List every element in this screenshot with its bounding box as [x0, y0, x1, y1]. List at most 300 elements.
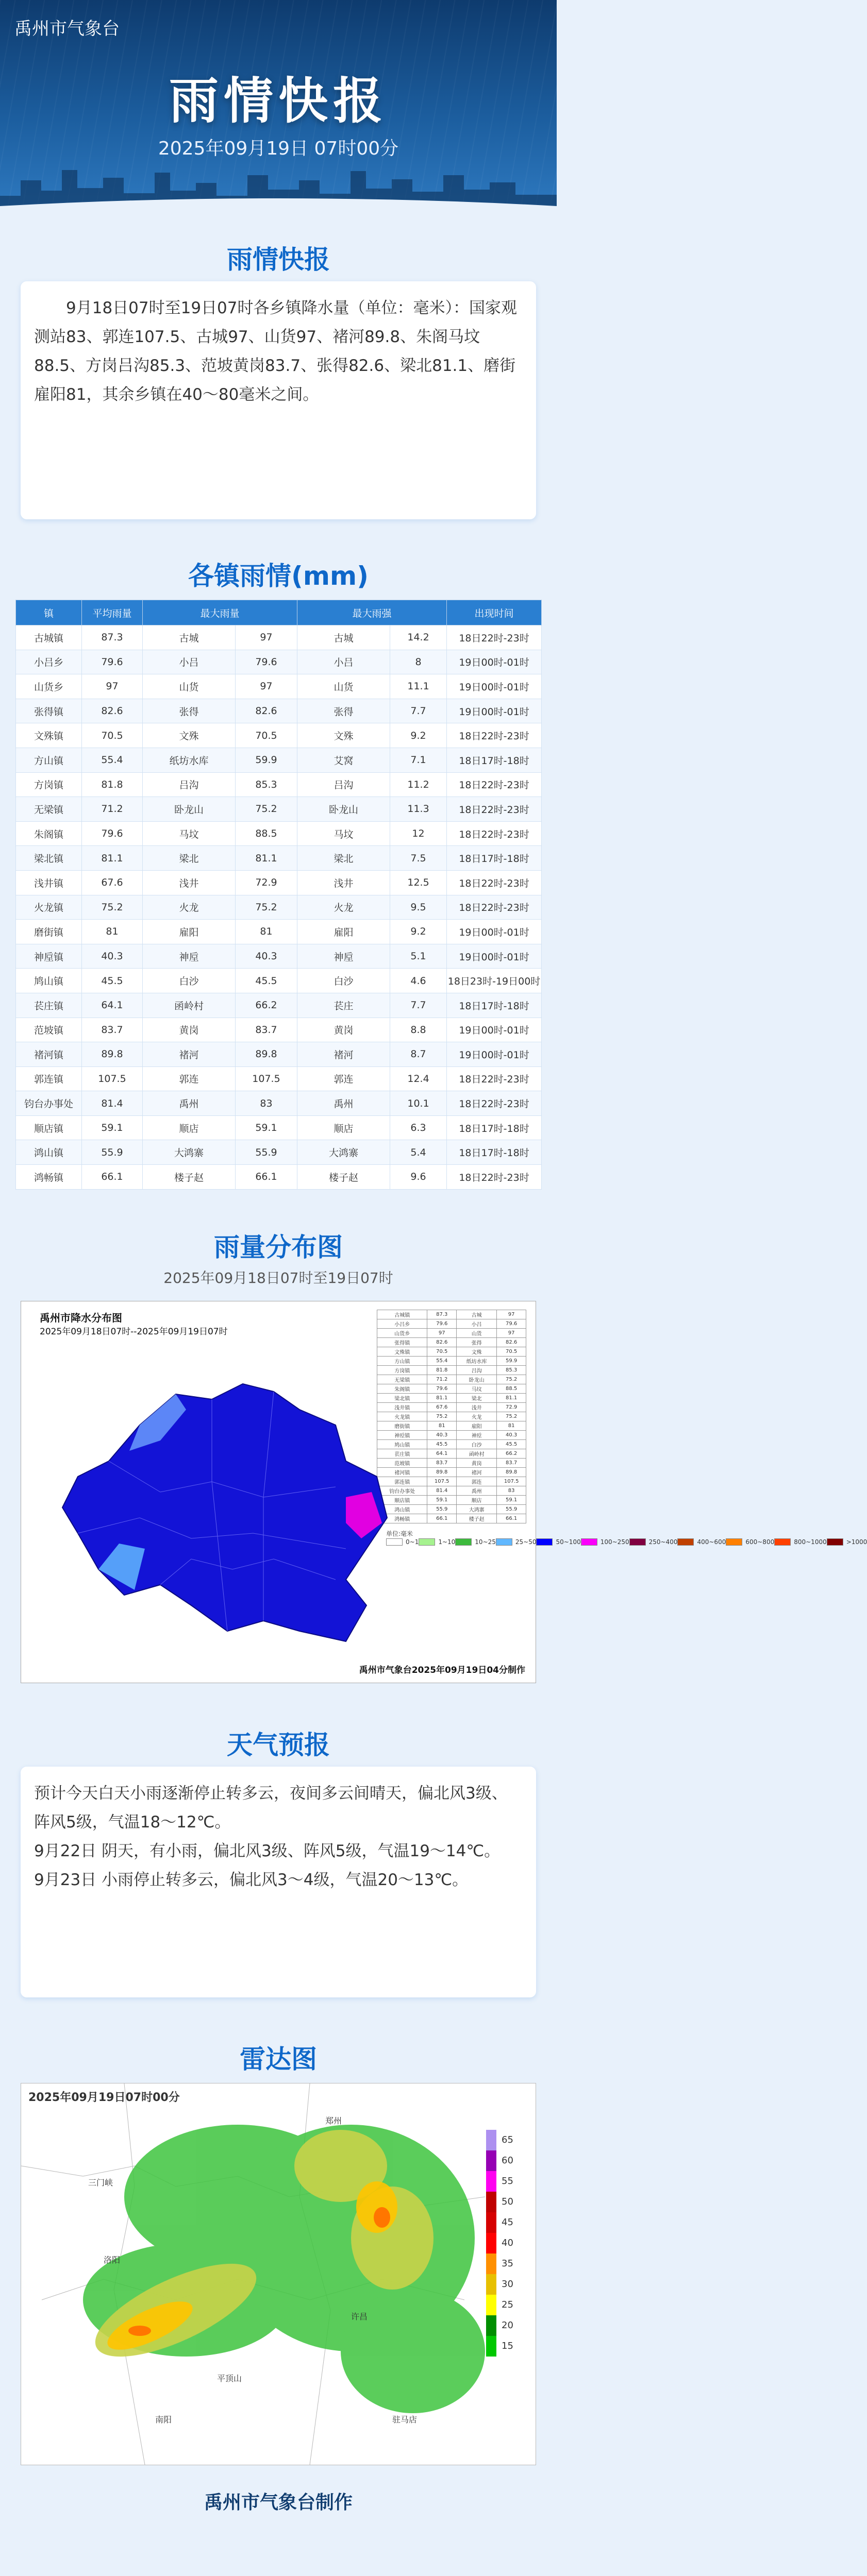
map-legend-row: [377, 1504, 526, 1514]
cell-max-intensity-station: 梁北: [297, 846, 390, 871]
radar-scale-swatch: [486, 2171, 496, 2192]
cell-avg-rain: 67.6: [82, 870, 143, 895]
map-legend-cell: 白沙: [457, 1439, 497, 1449]
map-legend-cell: 81.1: [427, 1393, 457, 1402]
scale-swatch: [581, 1538, 597, 1546]
radar-image: [21, 2083, 536, 2465]
map-legend-cell: 山货: [457, 1328, 497, 1337]
cell-max-intensity-value: 5.4: [390, 1140, 447, 1165]
scale-row: [677, 1538, 726, 1547]
cell-max-rain-value: 79.6: [236, 650, 297, 674]
cell-max-intensity-station: 张得: [297, 699, 390, 723]
map-legend-row: [377, 1310, 526, 1319]
section-title-town-rain: [0, 519, 557, 591]
cell-max-rain-station: 马坟: [143, 821, 236, 846]
cell-max-rain-value: 85.3: [236, 772, 297, 797]
map-legend-cell: 79.6: [427, 1384, 457, 1393]
scale-row: [629, 1538, 678, 1547]
cell-avg-rain: 64.1: [82, 993, 143, 1018]
scale-swatch: [726, 1538, 742, 1546]
map-legend-cell: 40.3: [427, 1430, 457, 1439]
cell-max-intensity-station: 褚河: [297, 1042, 390, 1067]
table-row: [16, 846, 542, 871]
cell-max-intensity-value: 7.5: [390, 846, 447, 871]
map-legend-cell: 鸿畅镇: [377, 1514, 427, 1523]
cell-max-intensity-value: 11.2: [390, 772, 447, 797]
cell-time: 18日22时-23时: [447, 772, 542, 797]
table-row: [16, 772, 542, 797]
map-legend-cell: 66.1: [497, 1514, 526, 1523]
scale-swatch: [536, 1538, 553, 1546]
cell-max-intensity-station: 小吕: [297, 650, 390, 674]
scale-row: [581, 1538, 629, 1547]
cell-max-intensity-value: 8: [390, 650, 447, 674]
map-legend-cell: 45.5: [427, 1439, 457, 1449]
summary-heading: 雨情快报: [227, 245, 330, 275]
table-row: [16, 748, 542, 772]
map-legend-cell: 97: [497, 1310, 526, 1319]
map-legend-cell: 山货乡: [377, 1328, 427, 1337]
cell-max-intensity-station: 艾窝: [297, 748, 390, 772]
radar-scale-row: [486, 2212, 517, 2233]
map-legend-row: [377, 1384, 526, 1393]
summary-text: 9月18日07时至19日07时各乡镇降水量（单位：毫米）：国家观测站83、郭连107.5、古城97、山货97、褚河89.8、朱阁马坟88.5、方岗吕沟85.3、范坡黄岗83.7、张得82.6、梁北81.1、磨街雇阳81，其余乡镇在40～80毫米之间。: [34, 299, 518, 404]
cell-max-rain-value: 107.5: [236, 1066, 297, 1091]
map-legend-cell: 方山镇: [377, 1356, 427, 1365]
map-legend-cell: 神垕镇: [377, 1430, 427, 1439]
map-legend-row: [377, 1458, 526, 1467]
cell-max-intensity-station: 卧龙山: [297, 797, 390, 822]
cell-avg-rain: 70.5: [82, 723, 143, 748]
map-legend-cell: 张得镇: [377, 1337, 427, 1347]
radar-scale-swatch: [486, 2150, 496, 2171]
cell-max-intensity-value: 7.7: [390, 993, 447, 1018]
map-legend-cell: 楼子赵: [457, 1514, 497, 1523]
cell-town: 方山镇: [16, 748, 82, 772]
cell-max-rain-station: 雇阳: [143, 920, 236, 944]
cell-max-rain-station: 顺店: [143, 1115, 236, 1140]
map-legend-cell: 55.4: [427, 1356, 457, 1365]
cell-avg-rain: 87.3: [82, 625, 143, 650]
cell-max-rain-value: 66.1: [236, 1165, 297, 1190]
scale-swatch: [419, 1538, 435, 1546]
scale-label: >1000: [846, 1538, 867, 1546]
scale-swatch: [629, 1538, 646, 1546]
scale-label: 100~250: [600, 1538, 629, 1546]
rain-scale-legend: [386, 1529, 867, 1547]
cell-town: 神垕镇: [16, 944, 82, 969]
cell-time: 18日17时-18时: [447, 846, 542, 871]
scale-label: 0~1: [406, 1538, 419, 1546]
map-legend-cell: 83.7: [427, 1458, 457, 1467]
cell-max-rain-value: 40.3: [236, 944, 297, 969]
forecast-card: [21, 1767, 536, 1997]
table-row: [16, 699, 542, 723]
map-legend-cell: 函岭村: [457, 1449, 497, 1458]
cell-town: 磨街镇: [16, 920, 82, 944]
table-row: [16, 625, 542, 650]
cell-time: 18日22时-23时: [447, 1066, 542, 1091]
cell-avg-rain: 97: [82, 674, 143, 699]
cell-max-rain-station: 浅井: [143, 870, 236, 895]
cell-avg-rain: 79.6: [82, 821, 143, 846]
cell-time: 18日22时-23时: [447, 870, 542, 895]
radar-scale-swatch: [486, 2274, 496, 2295]
map-legend-cell: 梁北: [457, 1393, 497, 1402]
section-title-radar: [0, 1997, 557, 2074]
map-legend-cell: 方岗镇: [377, 1365, 427, 1375]
cell-max-intensity-station: 楼子赵: [297, 1165, 390, 1190]
map-legend-row: [377, 1337, 526, 1347]
radar-place-label: 三门峡: [88, 2177, 113, 2188]
scale-label: 10~25: [475, 1538, 496, 1546]
map-legend-row: [377, 1375, 526, 1384]
cell-max-rain-value: 97: [236, 674, 297, 699]
summary-card: [21, 281, 536, 519]
cell-max-rain-station: 张得: [143, 699, 236, 723]
radar-scale-row: [486, 2171, 517, 2192]
cell-max-intensity-station: 黄岗: [297, 1018, 390, 1042]
cell-max-intensity-station: 雇阳: [297, 920, 390, 944]
cell-max-rain-value: 75.2: [236, 797, 297, 822]
cell-time: 19日00时-01时: [447, 699, 542, 723]
map-legend-cell: 40.3: [497, 1430, 526, 1439]
cell-town: 梁北镇: [16, 846, 82, 871]
table-row: [16, 969, 542, 993]
cell-time: 18日22时-23时: [447, 1165, 542, 1190]
cell-avg-rain: 66.1: [82, 1165, 143, 1190]
cell-town: 火龙镇: [16, 895, 82, 920]
map-legend-cell: 66.1: [427, 1514, 457, 1523]
scale-label: 50~100: [556, 1538, 581, 1546]
map-legend-cell: 吕沟: [457, 1365, 497, 1375]
cell-town: 文殊镇: [16, 723, 82, 748]
map-legend-cell: 81.1: [497, 1393, 526, 1402]
map-legend-cell: 卧龙山: [457, 1375, 497, 1384]
scale-label: 600~800: [745, 1538, 775, 1546]
cell-avg-rain: 83.7: [82, 1018, 143, 1042]
radar-scale-row: [486, 2274, 517, 2295]
col-max-rain: 最大雨量: [143, 600, 297, 625]
section-title-rain-map: [0, 1190, 557, 1262]
cell-town: 小吕乡: [16, 650, 82, 674]
cell-avg-rain: 45.5: [82, 969, 143, 993]
cell-max-intensity-station: 顺店: [297, 1115, 390, 1140]
map-legend-cell: 45.5: [497, 1439, 526, 1449]
map-legend-cell: 浅井镇: [377, 1402, 427, 1412]
radar-place-label: 许昌: [351, 2311, 368, 2321]
map-legend-row: [377, 1514, 526, 1523]
cell-max-intensity-value: 9.6: [390, 1165, 447, 1190]
cell-max-intensity-station: 白沙: [297, 969, 390, 993]
cell-avg-rain: 40.3: [82, 944, 143, 969]
map-legend-cell: 钧台办事处: [377, 1486, 427, 1495]
radar-scale-label: 40: [502, 2238, 513, 2249]
cell-town: 褚河镇: [16, 1042, 82, 1067]
scale-swatch: [827, 1538, 843, 1546]
cell-max-intensity-value: 11.3: [390, 797, 447, 822]
table-row: [16, 674, 542, 699]
cell-max-intensity-station: 大鸿寨: [297, 1140, 390, 1165]
cell-max-rain-value: 82.6: [236, 699, 297, 723]
cell-town: 苌庄镇: [16, 993, 82, 1018]
map-period: 2025年09月18日07时--2025年09月19日07时: [40, 1326, 228, 1337]
map-legend-cell: 小吕: [457, 1319, 497, 1328]
map-legend-cell: 范坡镇: [377, 1458, 427, 1467]
hero-banner: [0, 0, 557, 216]
col-avg-rain: 平均雨量: [82, 600, 143, 625]
cell-time: 19日00时-01时: [447, 1042, 542, 1067]
map-legend-cell: 70.5: [427, 1347, 457, 1356]
map-legend-cell: 褚河: [457, 1467, 497, 1477]
map-legend-cell: 107.5: [497, 1477, 526, 1486]
cell-max-rain-station: 小吕: [143, 650, 236, 674]
scale-swatch: [677, 1538, 694, 1546]
cell-max-rain-station: 白沙: [143, 969, 236, 993]
table-row: [16, 1091, 542, 1116]
cell-max-intensity-value: 5.1: [390, 944, 447, 969]
cell-avg-rain: 82.6: [82, 699, 143, 723]
map-legend-row: [377, 1495, 526, 1504]
map-legend-cell: 97: [427, 1328, 457, 1337]
cell-max-intensity-value: 7.7: [390, 699, 447, 723]
map-legend-cell: 83.7: [497, 1458, 526, 1467]
map-legend-row: [377, 1439, 526, 1449]
report-datetime: 2025年09月19日 07时00分: [158, 138, 399, 159]
map-legend-cell: 磨街镇: [377, 1421, 427, 1430]
table-row: [16, 1165, 542, 1190]
cell-town: 鸿山镇: [16, 1140, 82, 1165]
page-title: 雨情快报: [169, 72, 388, 130]
map-legend-cell: 75.2: [497, 1375, 526, 1384]
table-row: [16, 895, 542, 920]
scale-row: [536, 1538, 580, 1547]
cell-max-rain-station: 神垕: [143, 944, 236, 969]
radar-place-label: 郑州: [325, 2115, 342, 2126]
map-legend-cell: 55.9: [427, 1504, 457, 1514]
cell-max-intensity-value: 8.7: [390, 1042, 447, 1067]
map-legend-cell: 83: [497, 1486, 526, 1495]
cell-avg-rain: 89.8: [82, 1042, 143, 1067]
cell-max-rain-value: 83: [236, 1091, 297, 1116]
cell-time: 19日00时-01时: [447, 920, 542, 944]
cell-max-intensity-value: 6.3: [390, 1115, 447, 1140]
cell-max-intensity-station: 马坟: [297, 821, 390, 846]
radar-echo-field: [21, 2083, 537, 2465]
radar-scale-swatch: [486, 2212, 496, 2233]
scale-row: [419, 1538, 455, 1547]
radar-scale-swatch: [486, 2315, 496, 2336]
map-legend-cell: 59.1: [427, 1495, 457, 1504]
cell-max-rain-station: 文殊: [143, 723, 236, 748]
scale-label: 250~400: [648, 1538, 678, 1546]
radar-scale-swatch: [486, 2253, 496, 2274]
cell-max-rain-value: 70.5: [236, 723, 297, 748]
map-legend-row: [377, 1393, 526, 1402]
cell-avg-rain: 79.6: [82, 650, 143, 674]
town-rain-table: [15, 600, 542, 1190]
map-legend-cell: 75.2: [427, 1412, 457, 1421]
cell-time: 18日17时-18时: [447, 1140, 542, 1165]
map-legend-cell: 59.9: [497, 1356, 526, 1365]
cell-time: 18日23时-19日00时: [447, 969, 542, 993]
radar-scale-swatch: [486, 2192, 496, 2212]
cell-max-rain-value: 88.5: [236, 821, 297, 846]
table-row: [16, 944, 542, 969]
table-header-row: [16, 600, 542, 625]
cell-max-intensity-value: 12: [390, 821, 447, 846]
cell-town: 张得镇: [16, 699, 82, 723]
cell-max-intensity-value: 11.1: [390, 674, 447, 699]
radar-scale-row: [486, 2150, 517, 2171]
map-legend-row: [377, 1328, 526, 1337]
map-legend-cell: 鸠山镇: [377, 1439, 427, 1449]
map-legend-cell: 82.6: [427, 1337, 457, 1347]
radar-place-label: 南阳: [155, 2414, 172, 2425]
table-row: [16, 1066, 542, 1091]
scale-label: 25~50: [515, 1538, 537, 1546]
map-legend-cell: 雇阳: [457, 1421, 497, 1430]
cell-time: 18日22时-23时: [447, 895, 542, 920]
cell-max-rain-station: 火龙: [143, 895, 236, 920]
cell-max-rain-value: 83.7: [236, 1018, 297, 1042]
map-legend-cell: 郭连: [457, 1477, 497, 1486]
radar-scale-swatch: [486, 2295, 496, 2315]
cell-avg-rain: 59.1: [82, 1115, 143, 1140]
cell-max-intensity-value: 14.2: [390, 625, 447, 650]
forecast-today: 预计今天白天小雨逐渐停止转多云，夜间多云间晴天，偏北风3级、阵风5级，气温18～12℃。: [34, 1784, 508, 1832]
cell-max-intensity-value: 9.2: [390, 920, 447, 944]
radar-scale-label: 15: [502, 2341, 513, 2352]
map-legend-cell: 64.1: [427, 1449, 457, 1458]
cell-max-rain-station: 楼子赵: [143, 1165, 236, 1190]
radar-scale-label: 50: [502, 2196, 513, 2208]
rain-area-shape: [57, 1363, 387, 1662]
map-legend-cell: 火龙镇: [377, 1412, 427, 1421]
cell-max-intensity-value: 12.5: [390, 870, 447, 895]
map-legend-cell: 郭连镇: [377, 1477, 427, 1486]
radar-scale-label: 35: [502, 2258, 513, 2269]
radar-scale-label: 65: [502, 2134, 513, 2146]
table-row: [16, 650, 542, 674]
cell-avg-rain: 55.9: [82, 1140, 143, 1165]
forecast-day2: 9月22日 阴天，有小雨，偏北风3级、阵风5级，气温19～14℃。: [34, 1841, 501, 1860]
cell-max-intensity-station: 古城: [297, 625, 390, 650]
scale-row: [455, 1538, 496, 1547]
cell-max-rain-value: 45.5: [236, 969, 297, 993]
map-legend-cell: 59.1: [497, 1495, 526, 1504]
map-legend-cell: 79.6: [497, 1319, 526, 1328]
cell-town: 古城镇: [16, 625, 82, 650]
cell-max-rain-station: 函岭村: [143, 993, 236, 1018]
map-legend-cell: 81: [427, 1421, 457, 1430]
cell-max-rain-station: 山货: [143, 674, 236, 699]
cell-town: 鸿畅镇: [16, 1165, 82, 1190]
radar-scale-swatch: [486, 2233, 496, 2253]
map-legend-cell: 古城镇: [377, 1310, 427, 1319]
map-legend-cell: 梁北镇: [377, 1393, 427, 1402]
cell-max-rain-station: 黄岗: [143, 1018, 236, 1042]
table-body: [16, 625, 542, 1190]
cell-max-intensity-value: 10.1: [390, 1091, 447, 1116]
rain-distribution-map: [21, 1301, 867, 1683]
map-legend-cell: 81: [497, 1421, 526, 1430]
radar-scale-label: 45: [502, 2217, 513, 2228]
map-legend-cell: 67.6: [427, 1402, 457, 1412]
radar-scale-row: [486, 2233, 517, 2253]
map-legend-row: [377, 1402, 526, 1412]
map-legend-cell: 89.8: [427, 1467, 457, 1477]
radar-scale-row: [486, 2130, 517, 2150]
map-legend-cell: 71.2: [427, 1375, 457, 1384]
map-legend-cell: 马坟: [457, 1384, 497, 1393]
cell-max-rain-station: 褚河: [143, 1042, 236, 1067]
map-legend-cell: 66.2: [497, 1449, 526, 1458]
cell-max-rain-station: 禹州: [143, 1091, 236, 1116]
cell-time: 18日22时-23时: [447, 723, 542, 748]
cell-max-rain-station: 纸坊水库: [143, 748, 236, 772]
table-row: [16, 1140, 542, 1165]
radar-scale-row: [486, 2192, 517, 2212]
cell-max-intensity-value: 9.5: [390, 895, 447, 920]
map-legend-cell: 81.8: [427, 1365, 457, 1375]
map-legend-cell: 75.2: [497, 1412, 526, 1421]
cell-town: 浅井镇: [16, 870, 82, 895]
cell-max-rain-station: 郭连: [143, 1066, 236, 1091]
cell-max-intensity-station: 浅井: [297, 870, 390, 895]
cell-town: 方岗镇: [16, 772, 82, 797]
scale-swatch: [386, 1538, 403, 1546]
map-legend-cell: 苌庄镇: [377, 1449, 427, 1458]
cell-time: 19日00时-01时: [447, 650, 542, 674]
cell-avg-rain: 81: [82, 920, 143, 944]
map-legend-cell: 褚河镇: [377, 1467, 427, 1477]
cell-max-rain-value: 81.1: [236, 846, 297, 871]
scale-label: 800~1000: [794, 1538, 827, 1546]
map-legend-cell: 禹州: [457, 1486, 497, 1495]
cell-avg-rain: 107.5: [82, 1066, 143, 1091]
radar-scale-label: 55: [502, 2176, 513, 2187]
map-legend-cell: 张得: [457, 1337, 497, 1347]
cell-max-rain-station: 吕沟: [143, 772, 236, 797]
cell-avg-rain: 55.4: [82, 748, 143, 772]
map-legend-cell: 89.8: [497, 1467, 526, 1477]
table-row: [16, 723, 542, 748]
map-legend-cell: 70.5: [497, 1347, 526, 1356]
map-legend-cell: 浅井: [457, 1402, 497, 1412]
cell-town: 朱阁镇: [16, 821, 82, 846]
rain-map-period: 2025年09月18日07时至19日07时: [163, 1269, 393, 1286]
cell-town: 山货乡: [16, 674, 82, 699]
section-title-forecast: [0, 1683, 557, 1760]
map-legend-cell: 鸿山镇: [377, 1504, 427, 1514]
cell-max-rain-value: 59.1: [236, 1115, 297, 1140]
radar-scale-label: 30: [502, 2279, 513, 2290]
table-row: [16, 870, 542, 895]
cell-town: 顺店镇: [16, 1115, 82, 1140]
maker-credit: 禹州市气象台制作: [204, 2492, 353, 2513]
map-legend-row: [377, 1467, 526, 1477]
map-legend-cell: 81.4: [427, 1486, 457, 1495]
map-footer: 禹州市气象台2025年09月19日04分制作: [359, 1665, 525, 1675]
cell-max-intensity-value: 9.2: [390, 723, 447, 748]
cell-max-rain-value: 72.9: [236, 870, 297, 895]
radar-scale-label: 60: [502, 2155, 513, 2166]
map-legend-row: [377, 1412, 526, 1421]
map-legend-cell: 小吕乡: [377, 1319, 427, 1328]
map-legend-cell: 火龙: [457, 1412, 497, 1421]
cell-max-intensity-value: 7.1: [390, 748, 447, 772]
